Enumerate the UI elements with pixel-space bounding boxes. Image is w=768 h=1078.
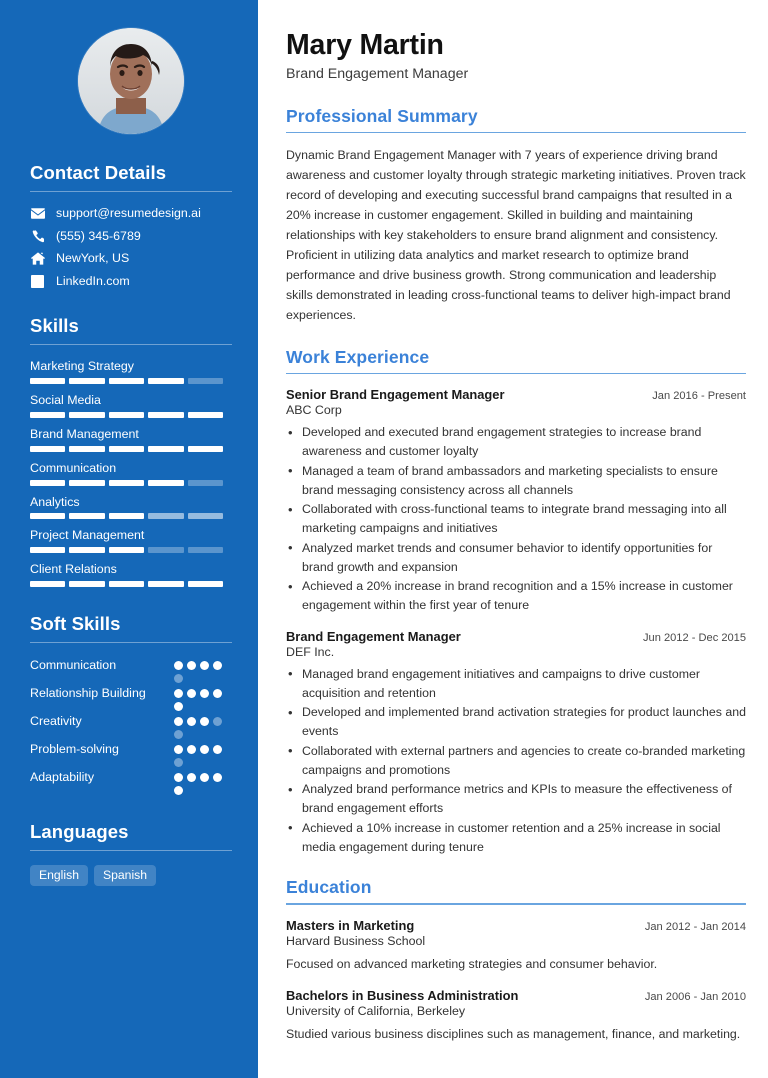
education-entry-title: Bachelors in Business Administration: [286, 987, 519, 1003]
education-entry-school: University of California, Berkeley: [286, 1003, 466, 1018]
work-entry-title: Senior Brand Engagement Manager: [286, 387, 505, 403]
work-experience-section: [286, 347, 746, 856]
soft-skill-label: Communication: [30, 658, 117, 673]
skill-label: Marketing Strategy: [30, 359, 134, 373]
skill-segment: [109, 412, 144, 418]
skill-segment: [148, 581, 183, 587]
education-entry: [286, 918, 746, 974]
skill-bar: [30, 412, 223, 418]
rating-dot: [174, 758, 183, 767]
summary-text: Dynamic Brand Engagement Manager with 7 years of experience driving brand awareness and customer loyalty through strategic marketing initiatives. Proven track record of developing and executing successful brand campaigns that resulted in a 20% increase in customer engagement. Skilled in building and maintaining relationships with key stakeholders to ensure brand alignment and consistency. Proficient in utilizing data analytics and market research to optimize brand performance and drive business growth. Strong communication and leadership skills demonstrated in leading cross-functional teams to deliver high-impact brand experiences.: [286, 148, 746, 323]
rating-dot: [200, 717, 209, 726]
bullet-item: • Achieved a 10% increase in customer retention and a 25% increase in social media engagement during tenure: [286, 819, 746, 857]
rating-dot: [187, 661, 196, 670]
education-entry-header: [286, 988, 746, 1003]
languages-section: [30, 821, 232, 886]
skill-segment: [69, 446, 104, 452]
divider: [286, 903, 746, 904]
rating-dot: [174, 773, 183, 782]
education-section: [286, 877, 746, 1044]
soft-skill-dots: [174, 769, 232, 795]
divider: [30, 850, 232, 851]
professional-summary-section: [286, 106, 746, 326]
bullet-item: • Analyzed brand performance metrics and KPIs to measure the effectiveness of brand engagement efforts: [286, 780, 746, 818]
skill-row: [30, 359, 232, 384]
linkedin-icon: [30, 275, 45, 288]
rating-dot: [200, 773, 209, 782]
skill-segment: [109, 513, 144, 519]
skills-heading: Skills: [30, 315, 79, 336]
skill-bar: [30, 513, 223, 519]
bullet-item: • Managed brand engagement initiatives and campaigns to drive customer acquisition and retention: [286, 665, 746, 703]
language-tag: Spanish: [94, 865, 156, 886]
soft-skill-label: Adaptability: [30, 770, 95, 785]
skill-segment: [188, 581, 223, 587]
skill-bar: [30, 547, 223, 553]
skill-segment: [30, 446, 65, 452]
soft-skill-dots: [174, 685, 232, 711]
skill-segment: [148, 480, 183, 486]
skill-segment: [188, 513, 223, 519]
work-entry-bullets: [286, 665, 746, 857]
work-entry-date: Jan 2016 - Present: [652, 390, 746, 403]
rating-dot: [200, 745, 209, 754]
envelope-icon: [30, 208, 45, 219]
soft-skill-row: [30, 685, 232, 711]
education-entry-date: Jan 2012 - Jan 2014: [644, 920, 746, 933]
avatar: [78, 28, 184, 134]
work-entries: [286, 387, 746, 856]
work-entry-company: DEF Inc.: [286, 644, 335, 659]
soft-skills-list: [30, 657, 232, 795]
skill-bar: [30, 581, 223, 587]
avatar-photo-icon: [78, 28, 184, 134]
work-entry-date: Jun 2012 - Dec 2015: [643, 631, 746, 644]
skill-segment: [188, 547, 223, 553]
work-entry-header: [286, 629, 746, 644]
skill-segment: [109, 480, 144, 486]
rating-dot: [213, 745, 222, 754]
contact-heading: Contact Details: [30, 162, 167, 183]
contact-value-location: NewYork, US: [56, 251, 130, 265]
skill-row: [30, 495, 232, 520]
education-entry-description: Studied various business disciplines such as management, finance, and marketing.: [286, 1026, 741, 1041]
work-entry: [286, 387, 746, 615]
bullet-item: • Developed and executed brand engagement strategies to increase brand awareness and customer loyalty: [286, 423, 746, 461]
skill-segment: [188, 480, 223, 486]
home-icon: [30, 252, 45, 265]
skill-segment: [69, 581, 104, 587]
skill-segment: [30, 547, 65, 553]
rating-dot: [200, 689, 209, 698]
skill-row: [30, 393, 232, 418]
rating-dot: [187, 689, 196, 698]
bullet-item: • Achieved a 20% increase in brand recognition and a 15% increase in customer engagement within the first year of tenure: [286, 577, 746, 615]
skill-segment: [30, 412, 65, 418]
rating-dot: [174, 661, 183, 670]
work-entry-bullets: [286, 423, 746, 615]
rating-dot: [213, 661, 222, 670]
skill-label: Client Relations: [30, 562, 117, 577]
rating-dot: [213, 717, 222, 726]
main-content: [258, 0, 768, 1078]
skill-bar: [30, 446, 223, 452]
skill-row: [30, 461, 232, 486]
divider: [286, 373, 746, 374]
soft-skill-label: Relationship Building: [30, 686, 146, 701]
skill-segment: [148, 446, 183, 452]
skill-label: Brand Management: [30, 426, 139, 441]
contact-value-email: support@resumedesign.ai: [56, 206, 201, 220]
work-entry-company: ABC Corp: [286, 403, 342, 418]
divider: [30, 344, 232, 345]
soft-skill-row: [30, 741, 232, 767]
soft-skill-label: Problem-solving: [30, 742, 119, 757]
soft-skill-dots: [174, 713, 232, 739]
skill-segment: [109, 378, 144, 384]
soft-skills-section: [30, 613, 232, 795]
skill-segment: [69, 547, 104, 553]
skill-segment: [30, 581, 65, 587]
bullet-item: • Collaborated with external partners and agencies to create co-branded marketing campaigns and promotions: [286, 742, 746, 780]
skill-label: Analytics: [30, 494, 80, 509]
rating-dot: [174, 717, 183, 726]
work-entry-title: Brand Engagement Manager: [286, 628, 461, 644]
skill-segment: [148, 378, 183, 384]
contact-item-location[interactable]: [30, 251, 232, 267]
bullet-item: • Collaborated with cross-functional teams to integrate brand messaging into all marketing campaigns and initiatives: [286, 500, 746, 538]
skill-label: Project Management: [30, 528, 145, 543]
bullet-item: • Developed and implemented brand activation strategies for product launches and events: [286, 703, 746, 741]
rating-dot: [187, 745, 196, 754]
summary-heading: Professional Summary: [286, 105, 478, 126]
skill-segment: [188, 378, 223, 384]
contact-item-phone[interactable]: [30, 229, 232, 245]
divider: [286, 132, 746, 133]
rating-dot: [174, 689, 183, 698]
education-entry-header: [286, 918, 746, 933]
soft-skill-row: [30, 769, 232, 795]
skill-segment: [69, 412, 104, 418]
skill-segment: [109, 581, 144, 587]
skill-label: Social Media: [30, 392, 101, 407]
skills-section: [30, 315, 232, 587]
languages-list: [30, 865, 232, 886]
contact-value-phone: (555) 345-6789: [56, 228, 141, 243]
language-tag: English: [30, 865, 88, 886]
skill-row: [30, 427, 232, 452]
education-entry-school: Harvard Business School: [286, 933, 426, 948]
skill-segment: [148, 513, 183, 519]
contact-item-linkedin[interactable]: [30, 274, 232, 290]
phone-icon: [30, 230, 45, 243]
education-entry-description: Focused on advanced marketing strategies and consumer behavior.: [286, 956, 658, 971]
rating-dot: [187, 773, 196, 782]
rating-dot: [174, 674, 183, 683]
skill-bar: [30, 480, 223, 486]
skill-segment: [30, 378, 65, 384]
skill-segment: [69, 513, 104, 519]
skill-label: Communication: [30, 460, 117, 475]
avatar-wrap: [30, 28, 232, 134]
contact-section: [30, 162, 232, 289]
skill-segment: [109, 547, 144, 553]
divider: [30, 191, 232, 192]
bullet-item: • Managed a team of brand ambassadors and marketing specialists to ensure brand messaging consistency across all channels: [286, 462, 746, 500]
education-heading: Education: [286, 877, 372, 898]
contact-list: [30, 206, 232, 289]
skill-segment: [188, 446, 223, 452]
page-title: Mary Martin: [286, 29, 444, 61]
skill-segment: [69, 480, 104, 486]
education-entry-title: Masters in Marketing: [286, 917, 415, 933]
rating-dot: [174, 745, 183, 754]
skill-bar: [30, 378, 223, 384]
soft-skill-label: Creativity: [30, 714, 82, 729]
work-heading: Work Experience: [286, 347, 430, 368]
rating-dot: [213, 773, 222, 782]
soft-skill-row: [30, 657, 232, 683]
job-title: Brand Engagement Manager: [286, 65, 469, 82]
skill-segment: [188, 412, 223, 418]
soft-skill-row: [30, 713, 232, 739]
education-entries: [286, 918, 746, 1044]
skill-segment: [148, 547, 183, 553]
contact-value-linkedin: LinkedIn.com: [56, 273, 130, 288]
languages-heading: Languages: [30, 821, 129, 843]
skill-row: [30, 528, 232, 553]
skill-segment: [109, 446, 144, 452]
rating-dot: [200, 661, 209, 670]
education-entry: [286, 988, 746, 1044]
soft-skill-dots: [174, 657, 232, 683]
soft-skills-heading: Soft Skills: [30, 613, 121, 635]
skills-list: [30, 359, 232, 587]
skill-segment: [69, 378, 104, 384]
soft-skill-dots: [174, 741, 232, 767]
rating-dot: [174, 730, 183, 739]
sidebar: [0, 0, 258, 1078]
divider: [30, 642, 232, 643]
rating-dot: [174, 786, 183, 795]
contact-item-email[interactable]: [30, 206, 232, 222]
rating-dot: [174, 702, 183, 711]
rating-dot: [213, 689, 222, 698]
skill-segment: [30, 513, 65, 519]
work-entry-header: [286, 387, 746, 402]
bullet-item: • Analyzed market trends and consumer behavior to identify opportunities for brand growth and expansion: [286, 539, 746, 577]
skill-segment: [148, 412, 183, 418]
skill-segment: [30, 480, 65, 486]
education-entry-date: Jan 2006 - Jan 2010: [644, 990, 746, 1003]
work-entry: [286, 629, 746, 857]
rating-dot: [187, 717, 196, 726]
skill-row: [30, 562, 232, 587]
